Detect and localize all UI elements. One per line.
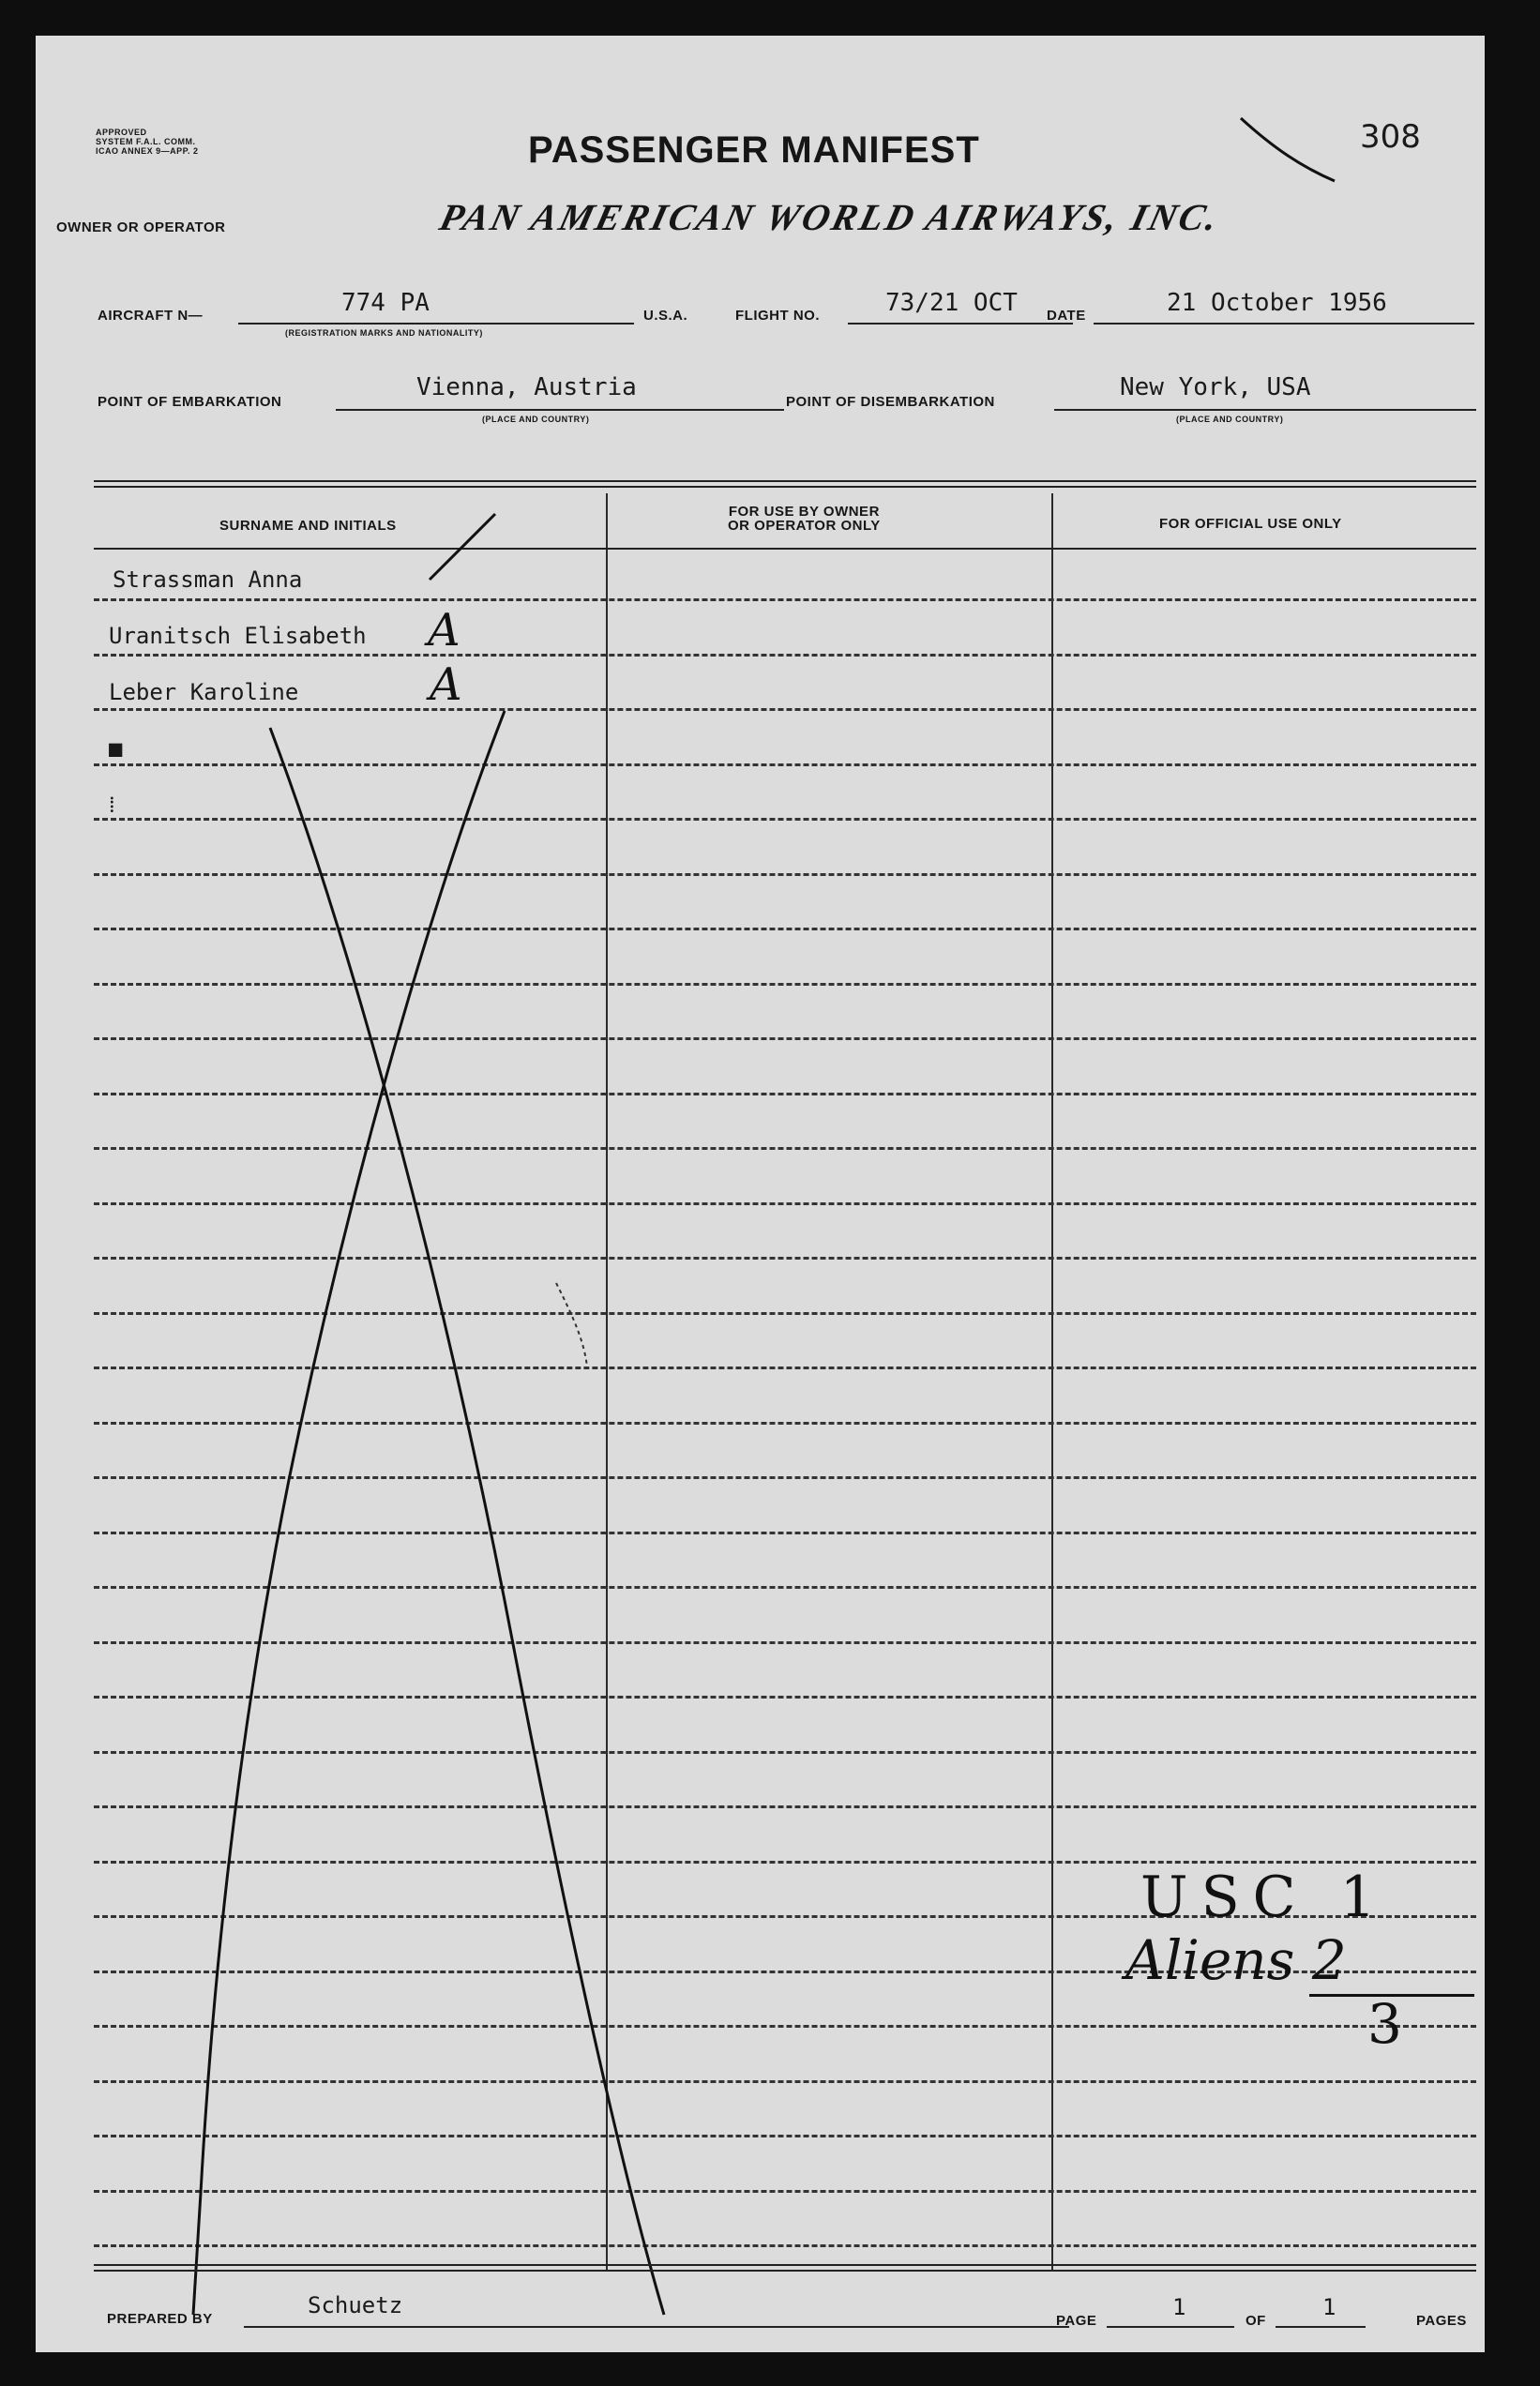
page-title: PASSENGER MANIFEST <box>528 129 980 171</box>
owner-use-line-1: FOR USE BY OWNER <box>728 504 880 520</box>
tally-line-1: USC 1 <box>1140 1865 1389 1930</box>
approval-line-1: APPROVED <box>96 128 147 137</box>
prepared-by-label: PREPARED BY <box>107 2311 213 2327</box>
flight-label: FLIGHT NO. <box>735 308 820 324</box>
disembarkation-label: POINT OF DISEMBARKATION <box>786 394 995 410</box>
tally-total: 3 <box>1367 1992 1402 2056</box>
page-value: 1 <box>1172 2294 1186 2320</box>
disembarkation-sublabel: (PLACE AND COUNTRY) <box>1176 415 1284 424</box>
of-underline <box>1276 2326 1366 2328</box>
passenger-2: Uranitsch Elisabeth <box>109 623 367 649</box>
country-label: U.S.A. <box>643 308 688 324</box>
date-label: DATE <box>1047 308 1086 324</box>
column-header-surname: SURNAME AND INITIALS <box>219 518 397 534</box>
date-value: 21 October 1956 <box>1167 289 1387 317</box>
passenger-3: Leber Karoline <box>109 679 299 705</box>
page-number: 308 <box>1360 118 1421 156</box>
page-underline <box>1107 2326 1234 2328</box>
aircraft-value: 774 PA <box>341 289 430 317</box>
row-4-mark: ■ <box>109 735 123 762</box>
disembarkation-value: New York, USA <box>1120 373 1311 401</box>
embarkation-label: POINT OF EMBARKATION <box>98 394 282 410</box>
tally-line-2: Aliens 2 <box>1125 1928 1347 1992</box>
owner-label: OWNER OR OPERATOR <box>56 219 226 235</box>
of-value: 1 <box>1322 2294 1336 2320</box>
manifest-sheet <box>36 36 1485 2352</box>
cross-out-strokes <box>36 36 1485 2352</box>
embarkation-sublabel: (PLACE AND COUNTRY) <box>482 415 590 424</box>
owner-name: PAN AMERICAN WORLD AIRWAYS, INC. <box>435 196 1225 238</box>
aircraft-label: AIRCRAFT N— <box>98 308 204 324</box>
handwritten-mark-1: A <box>428 604 460 657</box>
passenger-1: Strassman Anna <box>113 566 303 593</box>
pages-label: PAGES <box>1416 2313 1467 2329</box>
table-bottom-line-2 <box>94 2270 1476 2272</box>
prepared-by-underline <box>244 2326 1069 2328</box>
aircraft-sublabel: (REGISTRATION MARKS AND NATIONALITY) <box>285 328 483 338</box>
approval-line-3: ICAO ANNEX 9—APP. 2 <box>96 146 199 156</box>
prepared-by-value: Schuetz <box>308 2292 403 2318</box>
embarkation-value: Vienna, Austria <box>416 373 637 401</box>
handwritten-mark-2: A <box>430 658 462 711</box>
table-bottom-line-1 <box>94 2264 1476 2266</box>
of-label: OF <box>1246 2313 1266 2329</box>
page-label: PAGE <box>1056 2313 1097 2329</box>
column-header-official-use: FOR OFFICIAL USE ONLY <box>1159 516 1342 532</box>
row-5-mark: ⁞ <box>109 792 115 818</box>
approval-line-2: SYSTEM F.A.L. COMM. <box>96 137 196 146</box>
owner-use-line-2: OR OPERATOR ONLY <box>728 518 881 534</box>
flight-value: 73/21 OCT <box>885 289 1018 317</box>
